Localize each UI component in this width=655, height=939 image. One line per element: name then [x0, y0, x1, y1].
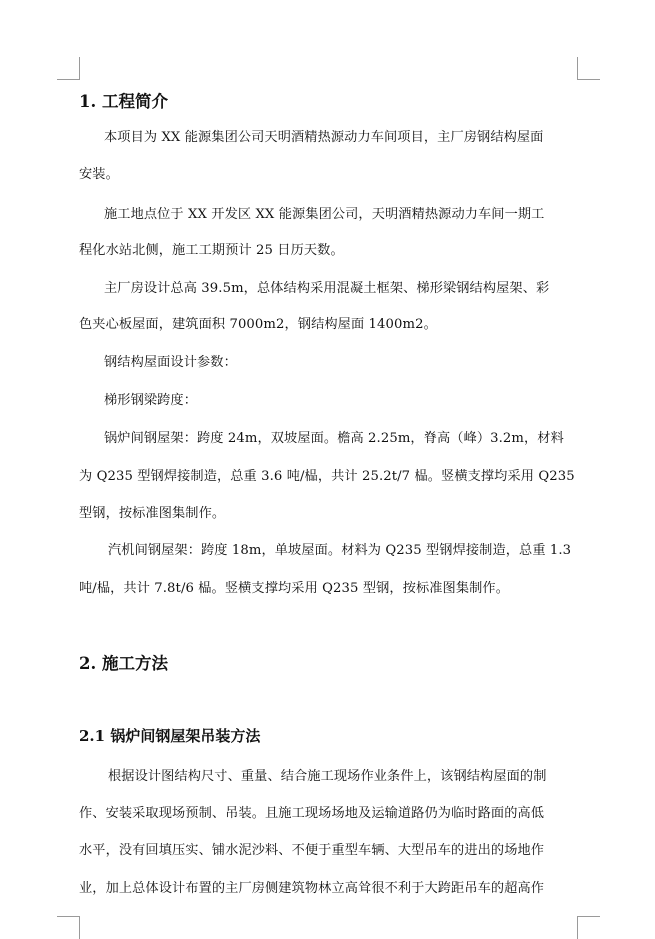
- paragraph-line: 水平，没有回填压实、铺水泥沙料、不便于重型车辆、大型吊车的进出的场地作: [79, 843, 545, 858]
- section-1-heading: 1. 工程简介: [79, 92, 168, 111]
- page-corner-mark-bottom-left: [57, 916, 80, 939]
- paragraph-line: 吨/榀，共计 7.8t/6 榀。竖横支撑均采用 Q235 型钢，按标准图集制作。: [79, 581, 509, 596]
- section-2-heading: 2. 施工方法: [79, 654, 168, 673]
- page-corner-mark-top-right: [577, 57, 600, 80]
- page-corner-mark-bottom-right: [577, 916, 600, 939]
- paragraph-line: 作、安装采取现场预制、吊装。且施工现场场地及运输道路仍为临时路面的高低: [79, 806, 545, 821]
- paragraph-line: 汽机间钢屋架：跨度 18m，单坡屋面。材料为 Q235 型钢焊接制造，总重 1.3: [108, 543, 572, 558]
- paragraph-line: 梯形钢梁跨度：: [104, 393, 198, 408]
- paragraph-line: 为 Q235 型钢焊接制造，总重 3.6 吨/榀，共计 25.2t/7 榀。竖横支撑均采用 Q235: [79, 469, 575, 484]
- paragraph-line: 型钢，按标准图集制作。: [79, 506, 226, 521]
- paragraph-line: 程化水站北侧，施工工期预计 25 日历天数。: [79, 243, 344, 258]
- section-2-1-heading: 2.1 锅炉间钢屋架吊装方法: [79, 727, 261, 745]
- paragraph-line: 本项目为 XX 能源集团公司天明酒精热源动力车间项目，主厂房钢结构屋面: [104, 130, 544, 145]
- page-corner-mark-top-left: [57, 57, 80, 80]
- paragraph-line: 业，加上总体设计布置的主厂房侧建筑物林立高耸很不利于大跨距吊车的超高作: [79, 881, 545, 896]
- paragraph-line: 施工地点位于 XX 开发区 XX 能源集团公司，天明酒精热源动力车间一期工: [104, 207, 545, 222]
- paragraph-line: 钢结构屋面设计参数：: [104, 355, 237, 370]
- paragraph-line: 锅炉间钢屋架：跨度 24m，双坡屋面。檐高 2.25m，脊高（峰）3.2m，材料: [104, 431, 564, 446]
- paragraph-line: 根据设计图结构尺寸、重量、结合施工现场作业条件上，该钢结构屋面的制: [108, 769, 547, 784]
- paragraph-line: 安装。: [79, 167, 119, 182]
- paragraph-line: 主厂房设计总高 39.5m，总体结构采用混凝土框架、梯形梁钢结构屋架、彩: [104, 281, 550, 296]
- paragraph-line: 色夹心板屋面，建筑面积 7000m2，钢结构屋面 1400m2。: [79, 317, 437, 332]
